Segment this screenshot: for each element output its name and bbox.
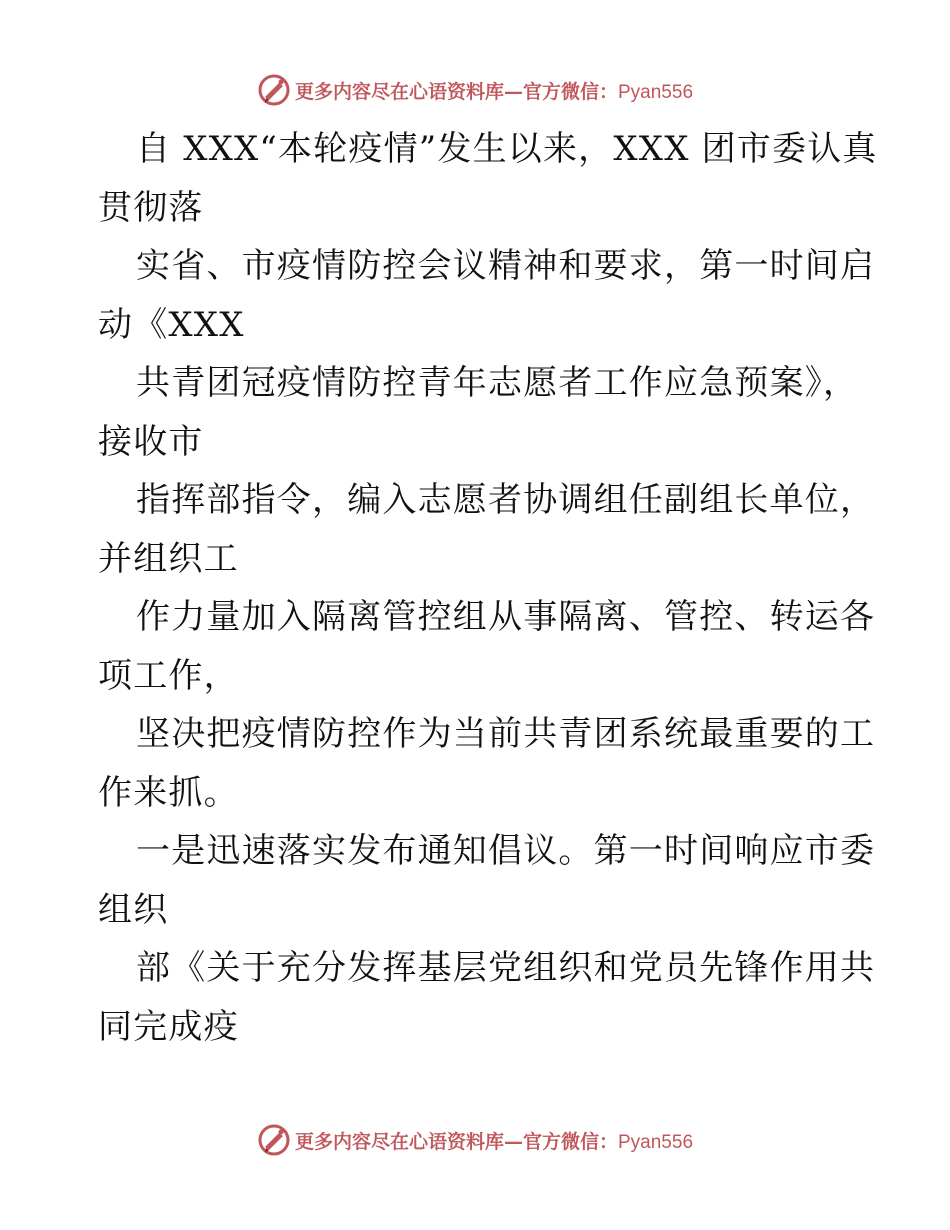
body-line: 自 XXX“本轮疫情”发生以来，XXX 团市委认真 [136,129,878,169]
body-line: 并组织工 [98,538,239,579]
body-line: 共青团冠疫情防控青年志愿者工作应急预案》， [136,363,859,403]
footer-banner-wechat: Pyan556 [618,1131,694,1153]
body-line: 贯彻落 [98,187,204,228]
footer-banner-text: 更多内容尽在心语资料库—官方微信： [294,1130,618,1153]
header-banner-wechat: Pyan556 [618,81,694,103]
body-line: 组织 [98,889,169,930]
body-line: 坚决把疫情防控作为当前共青团系统最重要的工 [136,714,876,754]
body-line: 指挥部指令，编入志愿者协调组任副组长单位， [136,480,876,520]
body-line: 作力量加入隔离管控组从事隔离、管控、转运各 [136,597,876,637]
body-line: 动《XXX [98,304,245,345]
body-line: 实省、市疫情防控会议精神和要求，第一时间启 [136,246,876,286]
body-line: 作来抓。 [98,772,239,813]
quill-pen-logo-icon [257,1123,291,1157]
quill-pen-logo-icon [257,73,291,107]
body-line: 同完成疫 [98,1006,239,1047]
header-banner-text: 更多内容尽在心语资料库—官方微信： [294,80,618,103]
body-line: 一是迅速落实发布通知倡议。第一时间响应市委 [136,831,876,871]
footer-banner [0,1120,950,1160]
header-banner [0,70,950,110]
document-body [98,120,878,1056]
body-line: 项工作， [98,655,239,696]
body-line: 部《关于充分发挥基层党组织和党员先锋作用共 [136,948,876,988]
body-line: 接收市 [98,421,204,462]
